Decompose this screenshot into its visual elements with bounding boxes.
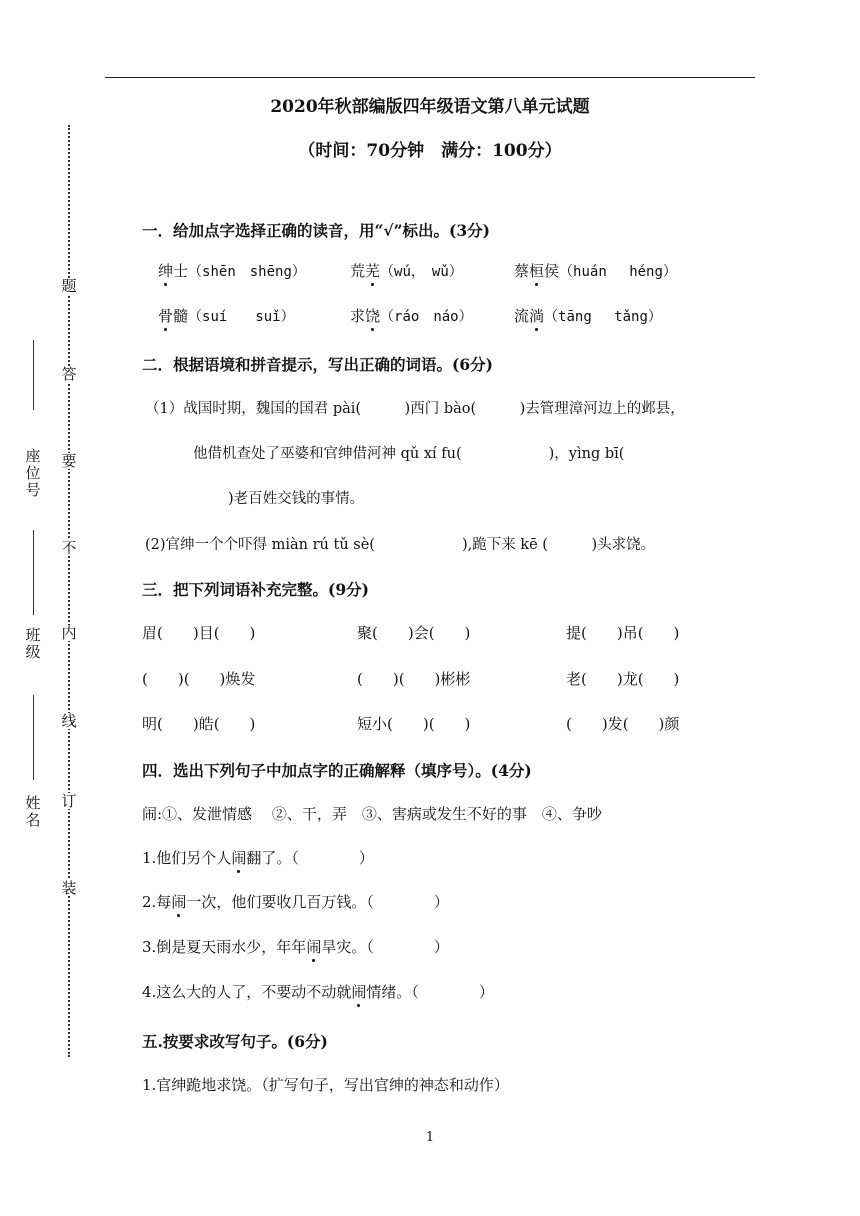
s1-text: 士	[173, 262, 189, 280]
s4-dotted-char: 闹	[306, 938, 322, 956]
s1-text: 求	[350, 307, 366, 325]
class-blank-line	[33, 530, 34, 615]
s4-text: 翻了。（ ）	[246, 849, 374, 867]
s1-pinyin: （suí suǐ）	[188, 309, 295, 325]
s4-dotted-char: 闹	[171, 893, 187, 911]
binding-dotted-line	[68, 125, 70, 1057]
s2-line: (2)官绅一个个吓得 miàn rú tǔ sè( ),跪下来 kē ( )头求饶。	[145, 537, 656, 553]
s4-text: 情绪。（ ）	[366, 983, 494, 1001]
s4-dotted-char: 闹	[351, 983, 367, 1001]
binding-char: 线	[61, 712, 77, 730]
s3-word: ( )发( )颜	[566, 715, 680, 733]
name-blank-line	[33, 695, 34, 780]
s4-item	[142, 936, 449, 957]
s3-word: 眉( )目( )	[142, 624, 256, 642]
binding-char: 装	[61, 879, 77, 897]
s4-text: 一次，他们要收几百万钱。（ ）	[186, 893, 449, 911]
s1-text: 流	[514, 307, 530, 325]
s1-item	[158, 305, 295, 326]
s1-item	[350, 305, 473, 326]
s1-dotted-char: 芜	[365, 262, 381, 280]
s3-word: 明( )皓( )	[142, 715, 256, 733]
s2-line: 他借机查处了巫婆和官绅借河神 qǔ xí fu( )，yìng bī(	[193, 446, 625, 462]
s1-pinyin: （shēn shēng）	[188, 264, 306, 280]
section3-heading: 三．把下列词语补充完整。(9分)	[142, 580, 369, 599]
s3-word: 提( )吊( )	[566, 624, 680, 642]
s1-dotted-char: 淌	[529, 307, 545, 325]
name-label: 姓 名	[25, 794, 41, 829]
page-title: 2020年秋部编版四年级语文第八单元试题	[270, 97, 590, 117]
s5-item: 1.官绅跪地求饶。（扩写句子，写出官绅的神态和动作）	[142, 1076, 509, 1094]
s4-options: 闹:①、发泄情感 ②、干，弄 ③、害病或发生不好的事 ④、争吵	[142, 805, 602, 823]
binding-char: 答	[61, 365, 77, 383]
binding-char: 要	[61, 452, 77, 470]
s4-item	[142, 891, 449, 912]
s3-word: 短小( )( )	[357, 715, 471, 733]
s1-dotted-char: 绅	[158, 262, 174, 280]
section5-heading: 五.按要求改写句子。(6分)	[142, 1032, 328, 1051]
s1-item	[514, 305, 662, 326]
s1-pinyin: （wú， wǔ）	[380, 264, 463, 280]
s1-pinyin: （ráo náo）	[380, 309, 473, 325]
s1-item	[158, 260, 306, 281]
binding-char: 题	[61, 277, 77, 295]
s4-dotted-char: 闹	[231, 849, 247, 867]
section1-heading: 一．给加点字选择正确的读音，用“√”标出。(3分)	[142, 221, 490, 240]
s1-dotted-char: 桓	[529, 262, 545, 280]
seat-label: 座 位 号	[25, 447, 41, 499]
s4-text: 旱灾。（ ）	[321, 938, 449, 956]
header-rule	[105, 77, 755, 78]
s3-word: 老( )龙( )	[566, 670, 680, 688]
s1-pinyin: （huán héng）	[559, 264, 677, 280]
page-subtitle: （时间：70分钟 满分：100分）	[298, 141, 562, 161]
s1-item	[514, 260, 677, 281]
s4-text: 2.每	[142, 893, 172, 911]
s1-pinyin: （tāng tǎng）	[544, 309, 662, 325]
section2-heading: 二．根据语境和拼音提示，写出正确的词语。(6分)	[142, 355, 493, 374]
section4-heading: 四．选出下列句子中加点字的正确解释（填序号）。(4分)	[142, 761, 532, 780]
binding-char: 订	[61, 792, 77, 810]
s1-dotted-char: 骨	[158, 307, 174, 325]
s1-text: 侯	[544, 262, 560, 280]
seat-blank-line	[33, 340, 34, 410]
binding-char: 内	[61, 624, 77, 642]
s1-item	[350, 260, 463, 281]
s3-word: ( )( )彬彬	[357, 670, 471, 688]
class-label: 班 级	[25, 626, 41, 661]
s3-word: ( )( )焕发	[142, 670, 256, 688]
s4-item	[142, 981, 494, 1002]
s4-text: 3.倒是夏天雨水少，年年	[142, 938, 307, 956]
page-number: 1	[425, 1130, 435, 1145]
binding-char: 不	[61, 539, 77, 557]
s2-line: )老百姓交钱的事情。	[228, 491, 365, 507]
s1-text: 荒	[350, 262, 366, 280]
s3-word: 聚( )会( )	[357, 624, 471, 642]
s1-dotted-char: 饶	[365, 307, 381, 325]
s2-line: （1）战国时期，魏国的国君 pài( )西门 bào( )去管理漳河边上的邺县，	[145, 401, 685, 417]
s4-text: 1.他们另个人	[142, 849, 232, 867]
s4-item	[142, 847, 374, 868]
s4-text: 4.这么大的人了，不要动不动就	[142, 983, 352, 1001]
s1-text: 髓	[173, 307, 189, 325]
s1-text: 蔡	[514, 262, 530, 280]
